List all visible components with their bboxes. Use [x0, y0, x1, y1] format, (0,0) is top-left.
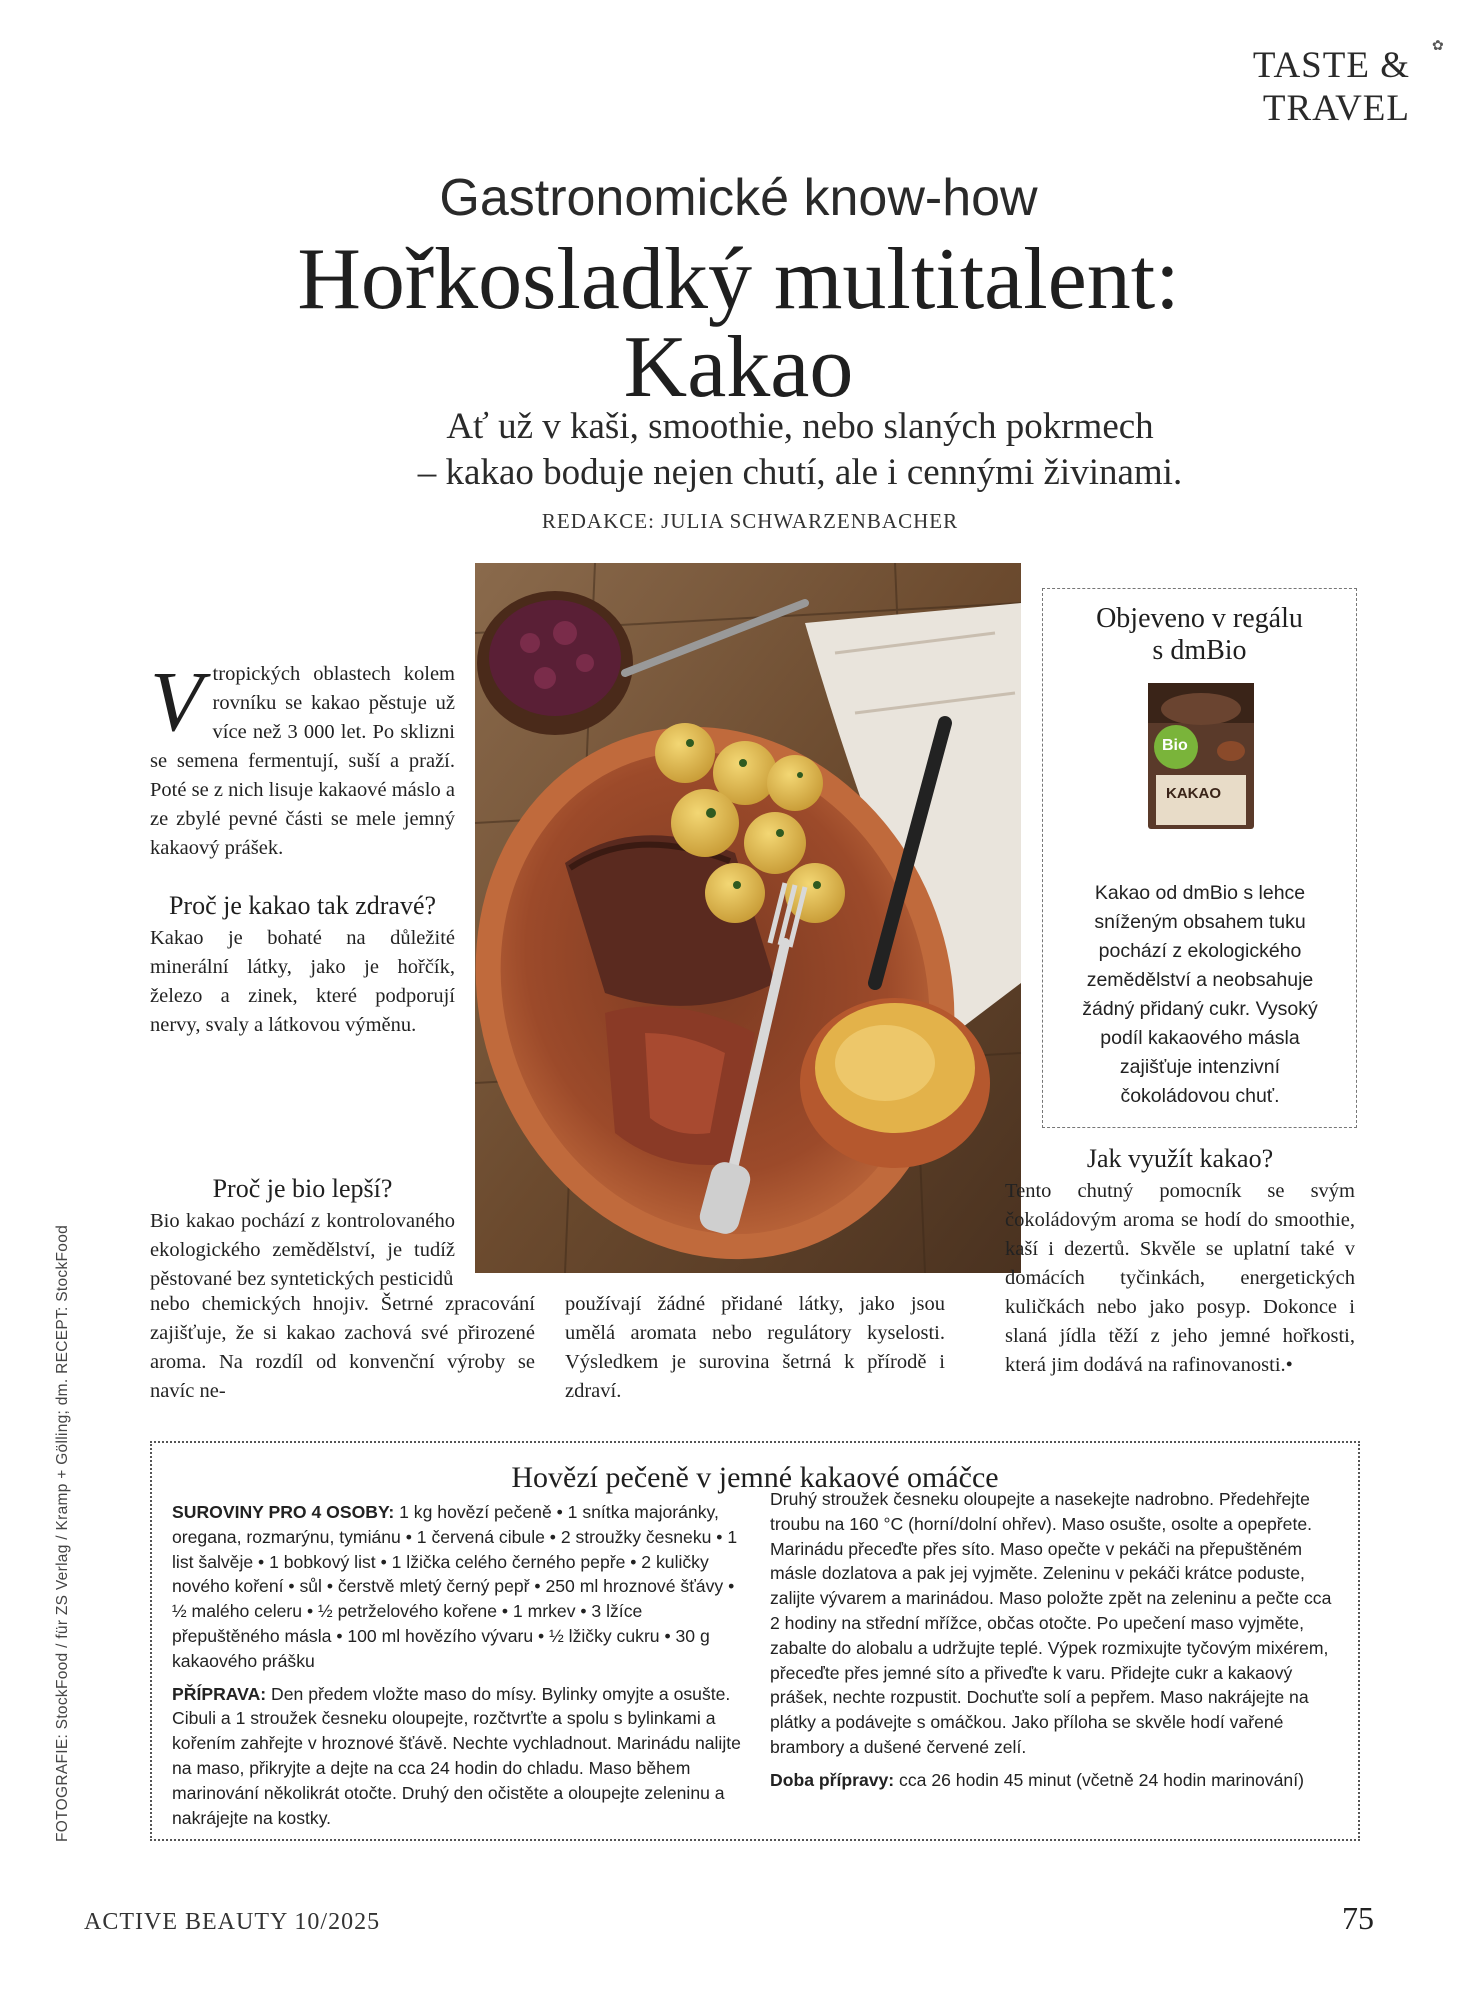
photo-credit: FOTOGRAFIE: StockFood / für ZS Verlag / Kramp + Gölling; dm. RECEPT: StockFood: [54, 1224, 71, 1842]
article-lead: [250, 404, 1350, 496]
section2-text-c: používají žádné přidané látky, jako jsou umělá aromata nebo regulátory kyselosti. Výsledkem je surovina šetrná k přírodě i zdraví.: [565, 1293, 945, 1402]
dm-box-title-line2: s dmBio: [1152, 635, 1247, 666]
recipe-title: Hovězí pečeně v jemné kakaové omáčce: [511, 1461, 999, 1494]
prep-text: Den předem vložte maso do mísy. Bylinky omyjte a osušte. Cibuli a 1 stroužek česneku oloupejte, rozčtvrťte a spolu s bylinkami a kořením zahřejte v hroznové šťávě. Nechte vychladnout. Marinádu nalijte na maso, přikryjte a dejte na cca 24 hodin do chladu. Maso během marinování několikrát otočte. Druhý den očistěte a oloupejte zeleninu a nakrájejte na kostky.: [172, 1683, 741, 1828]
lead-line2: – kakao boduje nejen chutí, ale i cennými živinami.: [417, 452, 1183, 493]
recipe-left-column: [172, 1500, 747, 1830]
cocoa-product-image: [1146, 681, 1256, 831]
recipe-box: [150, 1441, 1360, 1841]
time-label: Doba přípravy:: [770, 1769, 895, 1790]
product-badge: Bio: [1162, 737, 1188, 754]
section2-text-b: nebo chemických hnojiv. Šetrné zpracování zajišťuje, že si kakao zachová své přirozené aroma. Na rozdíl od konvenční výroby se navíc ne-: [150, 1293, 535, 1402]
section2-column-bottom: [150, 1290, 535, 1406]
section3-heading: Jak využít kakao?: [1086, 1144, 1274, 1173]
section2-text-a: Bio kakao pochází z kontrolovaného ekologického zemědělství, je tudíž pěstované bez syntetických pesticidů: [150, 1210, 455, 1290]
section3-text: Tento chutný pomocník se svým čokoládovým aroma se hodí do smoothie, kaší i dezertů. Skvěle se uplatní také v domácích tyčinkách, energetických kuličkách nebo jako posyp. Dokonce i slaná jídla těží z jeho jemné hořkosti, která jim dodává na rafinovanosti.: [1005, 1180, 1355, 1376]
corner-logo-icon: ✿: [1432, 39, 1444, 54]
magazine-issue: ACTIVE BEAUTY 10/2025: [84, 1909, 381, 1935]
lead-line1: Ať už v kaši, smoothie, nebo slaných pokrmech: [446, 406, 1154, 447]
section3-column: [1005, 1144, 1355, 1380]
article-title-line1: Hořkosladký multitalent:: [297, 231, 1180, 328]
roast-beef-photo: [475, 563, 1021, 1273]
intro-column: [150, 653, 455, 1040]
dm-box-title: [1043, 603, 1356, 667]
product-name: KAKAO: [1166, 785, 1221, 802]
dropcap: V: [150, 653, 203, 749]
dm-box-title-line1: Objeveno v regálu: [1096, 603, 1303, 634]
ingredients-label: SUROVINY PRO 4 OSOBY:: [172, 1502, 395, 1522]
article-byline: REDAKCE: JULIA SCHWARZENBACHER: [541, 509, 959, 533]
section1-heading: Proč je kakao tak zdravé?: [168, 891, 437, 920]
section1-text: Kakao je bohaté na důležité minerální látky, jako je hořčík, železo a zinek, které podporují nervy, svaly a látkovou výměnu.: [150, 927, 455, 1036]
article-kicker: Gastronomické know-how: [439, 169, 1038, 227]
end-mark: •: [1285, 1354, 1293, 1376]
prep-label: PŘÍPRAVA:: [172, 1683, 267, 1704]
article-title-line2: Kakao: [623, 319, 854, 416]
dm-product-box: [1042, 588, 1357, 1128]
section2-heading: Proč je bio lepší?: [212, 1174, 393, 1203]
ingredients-text: 1 kg hovězí pečeně • 1 snítka majoránky, oregana, rozmarýnu, tymiánu • 1 červená cibule • 2 stroužky česneku • 1 list šalvěje • 1 bobkový list • 1 lžička celého černého pepře • 2 kuličky nového koření • sůl • čerstvě mletý černý pepř • 250 ml hroznové šťávy • ½ malého celeru • ½ petrželového kořene • 1 mrkev • 3 lžíce přepuštěného másla • 100 ml hovězího vývaru • ½ lžičky cukru • 30 g kakaového prášku: [172, 1502, 738, 1671]
dm-box-text: Kakao od dmBio s lehce sníženým obsahem tuku pochází z ekologického zemědělství a neobsahuje žádný přidaný cukr. Vysoký podíl kakaového másla zajišťuje intenzivní čokoládovou chuť.: [1082, 882, 1318, 1107]
recipe-right-column: [770, 1487, 1345, 1793]
intro-text: tropických oblastech kolem rovníku se kakao pěstuje už více než 3 000 let. Po sklizni se semena fermentují, suší a praží. Poté se z nich lisuje kakaové máslo a ze zbylé pevné části se mele jemný kakaový prášek.: [150, 663, 455, 859]
section2-column-mid: [565, 1290, 945, 1406]
section-label: TASTE & TRAVEL: [1252, 45, 1410, 129]
page-number: 75: [1342, 1900, 1374, 1936]
prep-text-continued: Druhý stroužek česneku oloupejte a nasekejte nadrobno. Předehřejte troubu na 160 °C (horní/dolní ohřev). Maso osušte, osolte a opepřete. Marinádu přeceďte přes síto. Maso opečte v pekáči na přepuštěném másle dozlatova a pak jej vyjměte. Zeleninu v pekáči krátce poduste, zalijte vývarem a marinádou. Maso položte zpět na zeleninu a pečte cca 2 hodiny na střední mřížce, občas otočte. Po upečení maso vyjměte, zabalte do alobalu a udržujte teplé. Výpek rozmixujte tyčovým mixérem, přeceďte přes jemné síto a přiveďte k varu. Přidejte cukr a kakaový prášek, nechte rozpustit. Dochuťte solí a pepřem. Maso nakrájejte na plátky a podávejte s omáčkou. Jako příloha se skvěle hodí vařené brambory a dušené červené zelí.: [770, 1489, 1332, 1757]
time-text: cca 26 hodin 45 minut (včetně 24 hodin marinování): [894, 1769, 1304, 1790]
section2-column-top: [150, 1174, 455, 1294]
